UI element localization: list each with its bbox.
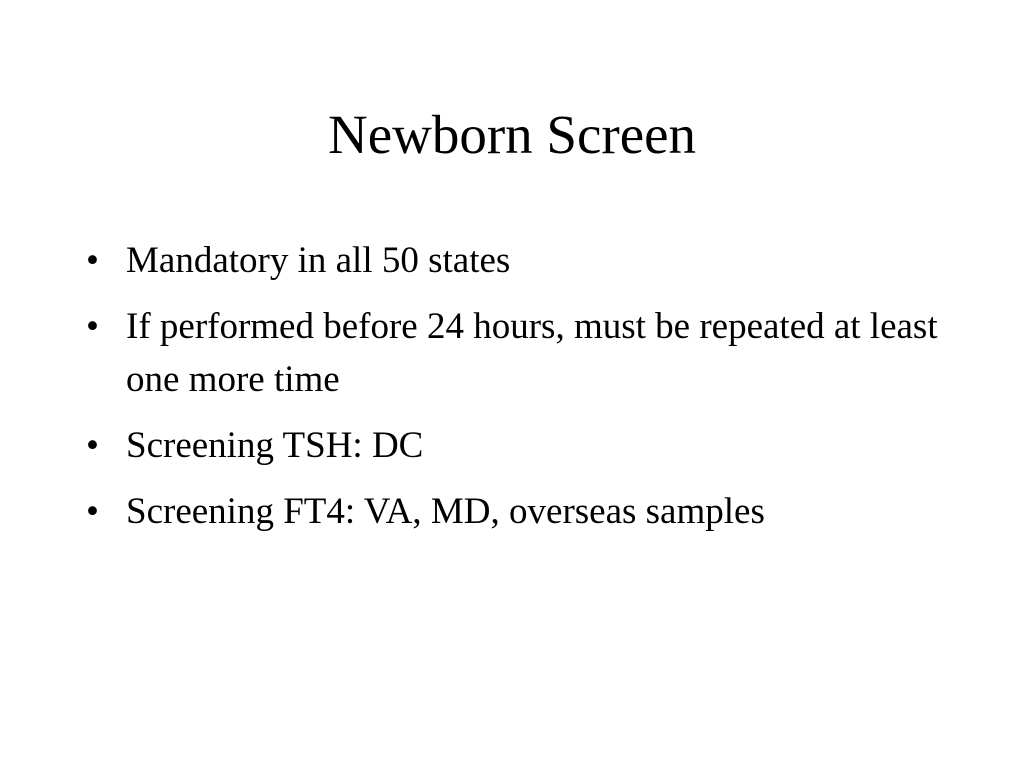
bullet-text: Screening TSH: DC xyxy=(126,425,424,466)
bullet-item xyxy=(86,234,946,287)
bullet-item xyxy=(86,300,946,406)
slide-title: Newborn Screen xyxy=(327,104,697,165)
bullet-item xyxy=(86,419,946,472)
bullet-text: If performed before 24 hours, must be repeated at least one more time xyxy=(126,306,938,400)
bullet-text: Mandatory in all 50 states xyxy=(126,240,511,281)
bullet-text: Screening FT4: VA, MD, overseas samples xyxy=(126,491,765,532)
bullet-dot-icon: • xyxy=(86,240,99,281)
bullet-dot-icon: • xyxy=(86,306,99,347)
bullet-dot-icon: • xyxy=(86,491,99,532)
bullet-item xyxy=(86,485,946,538)
bullet-list xyxy=(86,234,946,551)
bullet-dot-icon: • xyxy=(86,425,99,466)
